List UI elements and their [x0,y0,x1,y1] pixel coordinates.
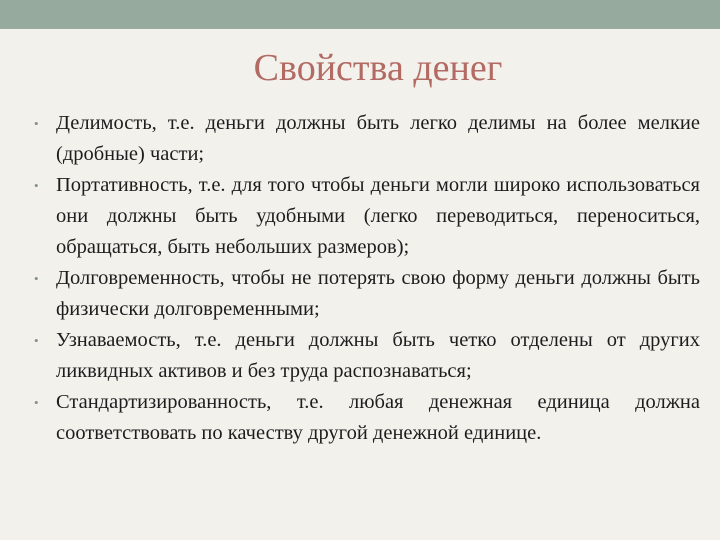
bullet-text: Стандартизированность, т.е. любая денежная единица должна соответствовать по качеству другой денежной единице. [56,391,700,444]
bullet-dot-icon: • [34,116,39,131]
bullet-dot-icon: • [34,333,39,348]
bullet-item-divisibility [34,108,700,170]
bullet-item-durability [34,263,700,325]
bullet-text: Узнаваемость, т.е. деньги должны быть четко отделены от других ликвидных активов и без труда распознаваться; [56,329,700,382]
top-decorative-band [0,0,720,29]
bullet-text: Портативность, т.е. для того чтобы деньги могли широко использоваться они должны быть удобными (легко переводиться, переноситься, обращаться, быть небольших размеров); [56,174,700,258]
bullet-item-recognizability [34,325,700,387]
bullet-dot-icon: • [34,395,39,410]
bullet-dot-icon: • [34,178,39,193]
bullet-dot-icon: • [34,271,39,286]
bullet-item-portability [34,170,700,263]
bullet-list [34,108,700,449]
bullet-text: Делимость, т.е. деньги должны быть легко делимы на более мелкие (дробные) части; [56,112,700,165]
bullet-text: Долговременность, чтобы не потерять свою форму деньги должны быть физически долговременными; [56,267,700,320]
slide-title: Свойства денег [253,47,503,89]
bullet-item-standardization [34,387,700,449]
